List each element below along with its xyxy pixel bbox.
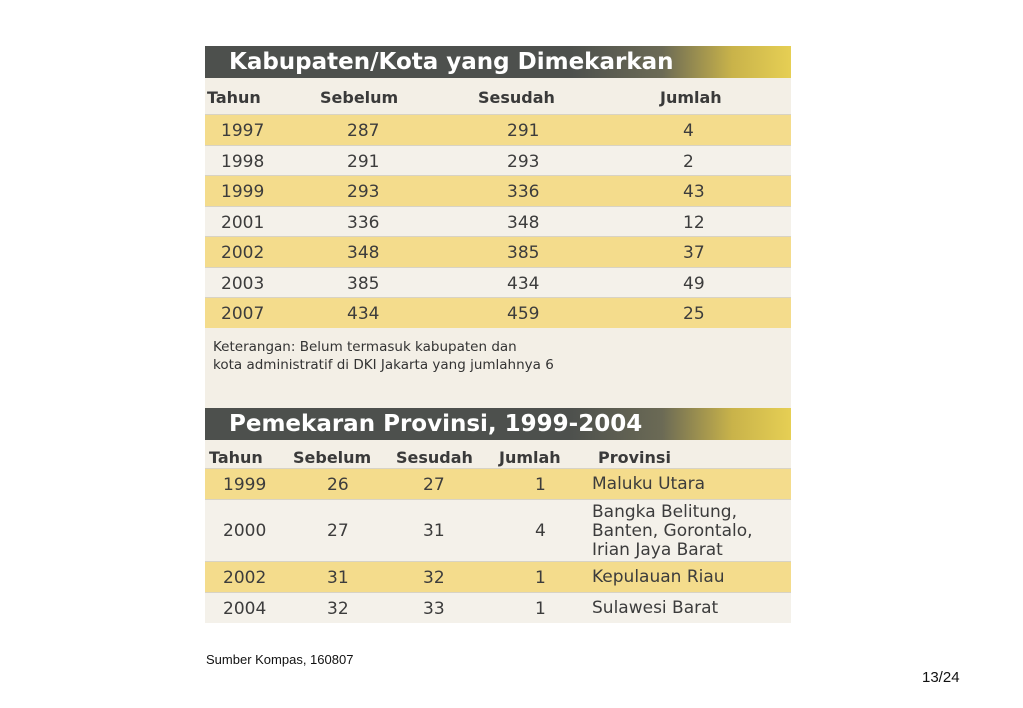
table1-cell-sesudah: 291 (507, 121, 540, 141)
table1-cell-tahun: 2001 (221, 212, 265, 233)
table1-row (205, 236, 791, 267)
table1-title: Kabupaten/Kota yang Dimekarkan (205, 46, 791, 78)
table2-cell-tahun: 2002 (223, 567, 267, 588)
table2-cell-jumlah: 1 (535, 598, 546, 619)
table1-cell-sesudah: 434 (507, 273, 540, 294)
table1-row (205, 114, 791, 145)
table1-cell-jumlah: 4 (683, 121, 694, 141)
table1-note (213, 338, 554, 374)
table2-cell-tahun: 2000 (223, 521, 267, 541)
table2-cell-jumlah: 1 (535, 567, 546, 588)
table2-row (205, 592, 791, 623)
table2-header-sesudah: Sesudah (396, 448, 473, 467)
table2-row (205, 561, 791, 592)
table1-row (205, 145, 791, 176)
provinsi-line: Kepulauan Riau (592, 567, 725, 587)
table2-cell-sesudah: 32 (423, 567, 445, 588)
newspaper-clipping (205, 46, 791, 622)
table2-cell-sebelum: 26 (327, 474, 349, 495)
provinsi-line: Bangka Belitung, (592, 501, 737, 522)
table2-header-jumlah: Jumlah (499, 448, 561, 467)
table2-header-provinsi: Provinsi (598, 448, 671, 467)
table1-cell-jumlah: 25 (683, 304, 705, 324)
table2-cell-sesudah: 31 (423, 521, 445, 541)
table2-cell-sesudah: 33 (423, 598, 445, 619)
table1-cell-tahun: 2002 (221, 243, 265, 263)
table1-cell-sesudah: 348 (507, 212, 540, 233)
table2-cell-provinsi (592, 503, 753, 560)
table2-header-tahun: Tahun (209, 448, 263, 467)
provinsi-line: Maluku Utara (592, 474, 706, 494)
table2-cell-tahun: 2004 (223, 598, 267, 619)
table1-header-tahun: Tahun (207, 88, 261, 107)
table1-cell-tahun: 2003 (221, 273, 265, 294)
table1-note-line2: kota administratif di DKI Jakarta yang jumlahnya 6 (213, 357, 554, 373)
table2-cell-jumlah: 1 (535, 474, 546, 495)
table1-row (205, 206, 791, 237)
table1-header-sebelum: Sebelum (320, 88, 399, 107)
provinsi-line: Sulawesi Barat (592, 598, 719, 618)
table2-cell-sebelum: 32 (327, 598, 349, 619)
table1-cell-sesudah: 336 (507, 182, 540, 202)
table1-cell-tahun: 1999 (221, 182, 265, 202)
table1-cell-sesudah: 293 (507, 151, 540, 172)
table1-note-line1: Keterangan: Belum termasuk kabupaten dan (213, 339, 517, 355)
table2-cell-provinsi (592, 599, 718, 618)
table1-cell-tahun: 1998 (221, 151, 265, 172)
source-caption: Sumber Kompas, 160807 (206, 652, 354, 667)
table2-cell-provinsi (592, 568, 725, 587)
provinsi-line: Banten, Gorontalo, (592, 520, 753, 541)
table1-cell-jumlah: 2 (683, 151, 694, 172)
table1-cell-jumlah: 37 (683, 243, 705, 263)
table2-cell-provinsi (592, 475, 705, 494)
table2-row (205, 468, 791, 499)
table2-cell-tahun: 1999 (223, 474, 267, 495)
table2-cell-sebelum: 31 (327, 567, 349, 588)
table1-row (205, 267, 791, 298)
table1-cell-jumlah: 12 (683, 212, 705, 233)
table1-cell-sebelum: 293 (347, 182, 380, 202)
page-number: 13/24 (922, 669, 960, 686)
table2-cell-jumlah: 4 (535, 521, 546, 541)
table2-row (205, 499, 791, 561)
table1-cell-sebelum: 385 (347, 273, 380, 294)
table1-cell-sebelum: 287 (347, 121, 380, 141)
table1-cell-sebelum: 291 (347, 151, 380, 172)
table1-cell-jumlah: 43 (683, 182, 705, 202)
table2-cell-sesudah: 27 (423, 474, 445, 495)
table1-cell-sebelum: 348 (347, 243, 380, 263)
table1-header-jumlah: Jumlah (660, 88, 722, 107)
table2-cell-sebelum: 27 (327, 521, 349, 541)
provinsi-line: Irian Jaya Barat (592, 539, 723, 560)
table1-header-sesudah: Sesudah (478, 88, 555, 107)
table1-cell-sesudah: 385 (507, 243, 540, 263)
table1-cell-sebelum: 336 (347, 212, 380, 233)
table1-cell-tahun: 1997 (221, 121, 265, 141)
table1-cell-sesudah: 459 (507, 304, 540, 324)
table1-row (205, 175, 791, 206)
table1-cell-sebelum: 434 (347, 304, 380, 324)
table1-cell-jumlah: 49 (683, 273, 705, 294)
table1-cell-tahun: 2007 (221, 304, 265, 324)
table2-header-sebelum: Sebelum (293, 448, 372, 467)
table2-title: Pemekaran Provinsi, 1999-2004 (205, 408, 791, 440)
table1-row (205, 297, 791, 328)
